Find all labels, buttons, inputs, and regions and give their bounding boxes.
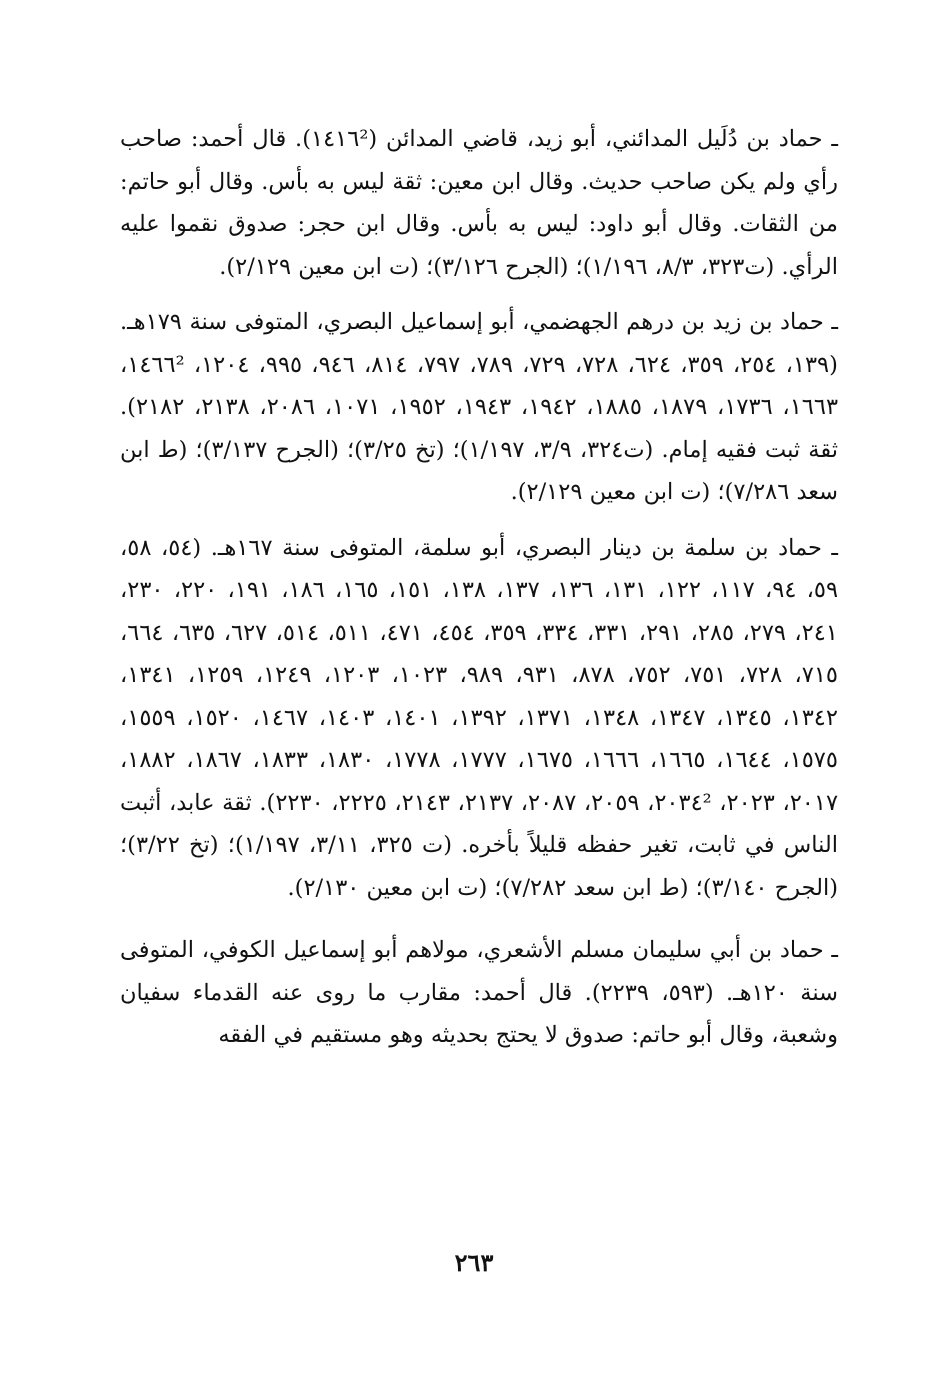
entry-hammad-ibn-salama: ـ حماد بن سلمة بن دينار البصري، أبو سلمة، المتوفى سنة ١٦٧هـ. (٥٤، ٥٨، ٥٩، ٩٤، ١١٧، ١٢٢، ١٣١، ١٣٦، ١٣٧، ١٣٨، ١٥١، ١٦٥، ١٨٦، ١٩١، ٢٢٠، ٢٣٠، ٢٤١، ٢٧٩، ٢٨٥، ٢٩١، ٣٣١، ٣٣٤، ٣٥٩، ٤٥٤، ٤٧١، ٥١١، ٥١٤، ٦٢٧، ٦٣٥، ٦٦٤، ٧١٥، ٧٢٨، ٧٥١، ٧٥٢، ٨٧٨، ٩٣١، ٩٨٩، ١٠٢٣، ١٢٠٣، ١٢٤٩، ١٢٥٩، ١٣٤١، ١٣٤٢، ١٣٤٥، ١٣٤٧، ١٣٤٨، ١٣٧١، ١٣٩٢، ١٤٠١، ١٤٠٣، ١٤٦٧، ١٥٢٠، ١٥٥٩، ١٥٧٥، ١٦٤٤، ١٦٦٥، ١٦٦٦، ١٦٧٥، ١٧٧٧، ١٧٧٨، ١٨٣٠، ١٨٣٣، ١٨٦٧، ١٨٨٢، ٢٠١٧، ٢٠٢٣، ٢٠٣٤²، ٢٠٥٩، ٢٠٨٧، ٢١٣٧، ٢١٤٣، ٢٢٢٥، ٢٢٣٠). ثقة عابد، أثبت الناس في ثابت، تغير حفظه قليلاً بأخره. (ت ٣٢٥، ٣/١١، ١/١٩٧)؛ (تخ ٣/٢٢)؛ (الجرح ٣/١٤٠)؛ (ط ابن سعد ٧/٢٨٢)؛ (ت ابن معين ٢/١٣٠).: [120, 534, 839, 901]
page-body: [120, 118, 838, 1070]
entry-hammad-ibn-abi-sulayman: ـ حماد بن أبي سليمان مسلم الأشعري، مولاهم أبو إسماعيل الكوفي، المتوفى سنة ١٢٠هـ. (٥٩٣، ٢٢٣٩). قال أحمد: مقارب ما روى عنه القدماء سفيان وشعبة، وقال أبو حاتم: صدوق لا يحتج بحديثه وهو مستقيم في الفقه: [120, 937, 838, 1048]
entry-hammad-ibn-dulayl: ـ حماد بن دُلَيل المدائني، أبو زيد، قاضي المدائن (١٤١٦²). قال أحمد: صاحب رأي ولم يكن صاحب حديث. وقال ابن معين: ثقة ليس به بأس. وقال أبو حاتم: من الثقات. وقال أبو داود: ليس به بأس. وقال ابن حجر: صدوق نقموا عليه الرأي. (ت٣٢٣، ٨/٣، ١/١٩٦)؛ (الجرح ٣/١٢٦)؛ (ت ابن معين ٢/١٢٩).: [120, 126, 838, 280]
page-number: ٢٦٣: [454, 1248, 494, 1277]
entry-hammad-ibn-zayd: ـ حماد بن زيد بن درهم الجهضمي، أبو إسماعيل البصري، المتوفى سنة ١٧٩هـ. (١٣٩، ٢٥٤، ٣٥٩، ٦٢٤، ٧٢٨، ٧٢٩، ٧٨٩، ٧٩٧، ٨١٤، ٩٤٦، ٩٩٥، ١٢٠٤، ١٤٦٦²، ١٦٦٣، ١٧٣٦، ١٨٧٩، ١٨٨٥، ١٩٤٢، ١٩٤٣، ١٩٥٢، ١٠٧١، ٢٠٨٦، ٢١٣٨، ٢١٨٢). ثقة ثبت فقيه إمام. (ت٣٢٤، ٣/٩، ١/١٩٧)؛ (تخ ٣/٢٥)؛ (الجرح ٣/١٣٧)؛ (ط ابن سعد ٧/٢٨٦)؛ (ت ابن معين ٢/١٢٩).: [120, 309, 839, 505]
